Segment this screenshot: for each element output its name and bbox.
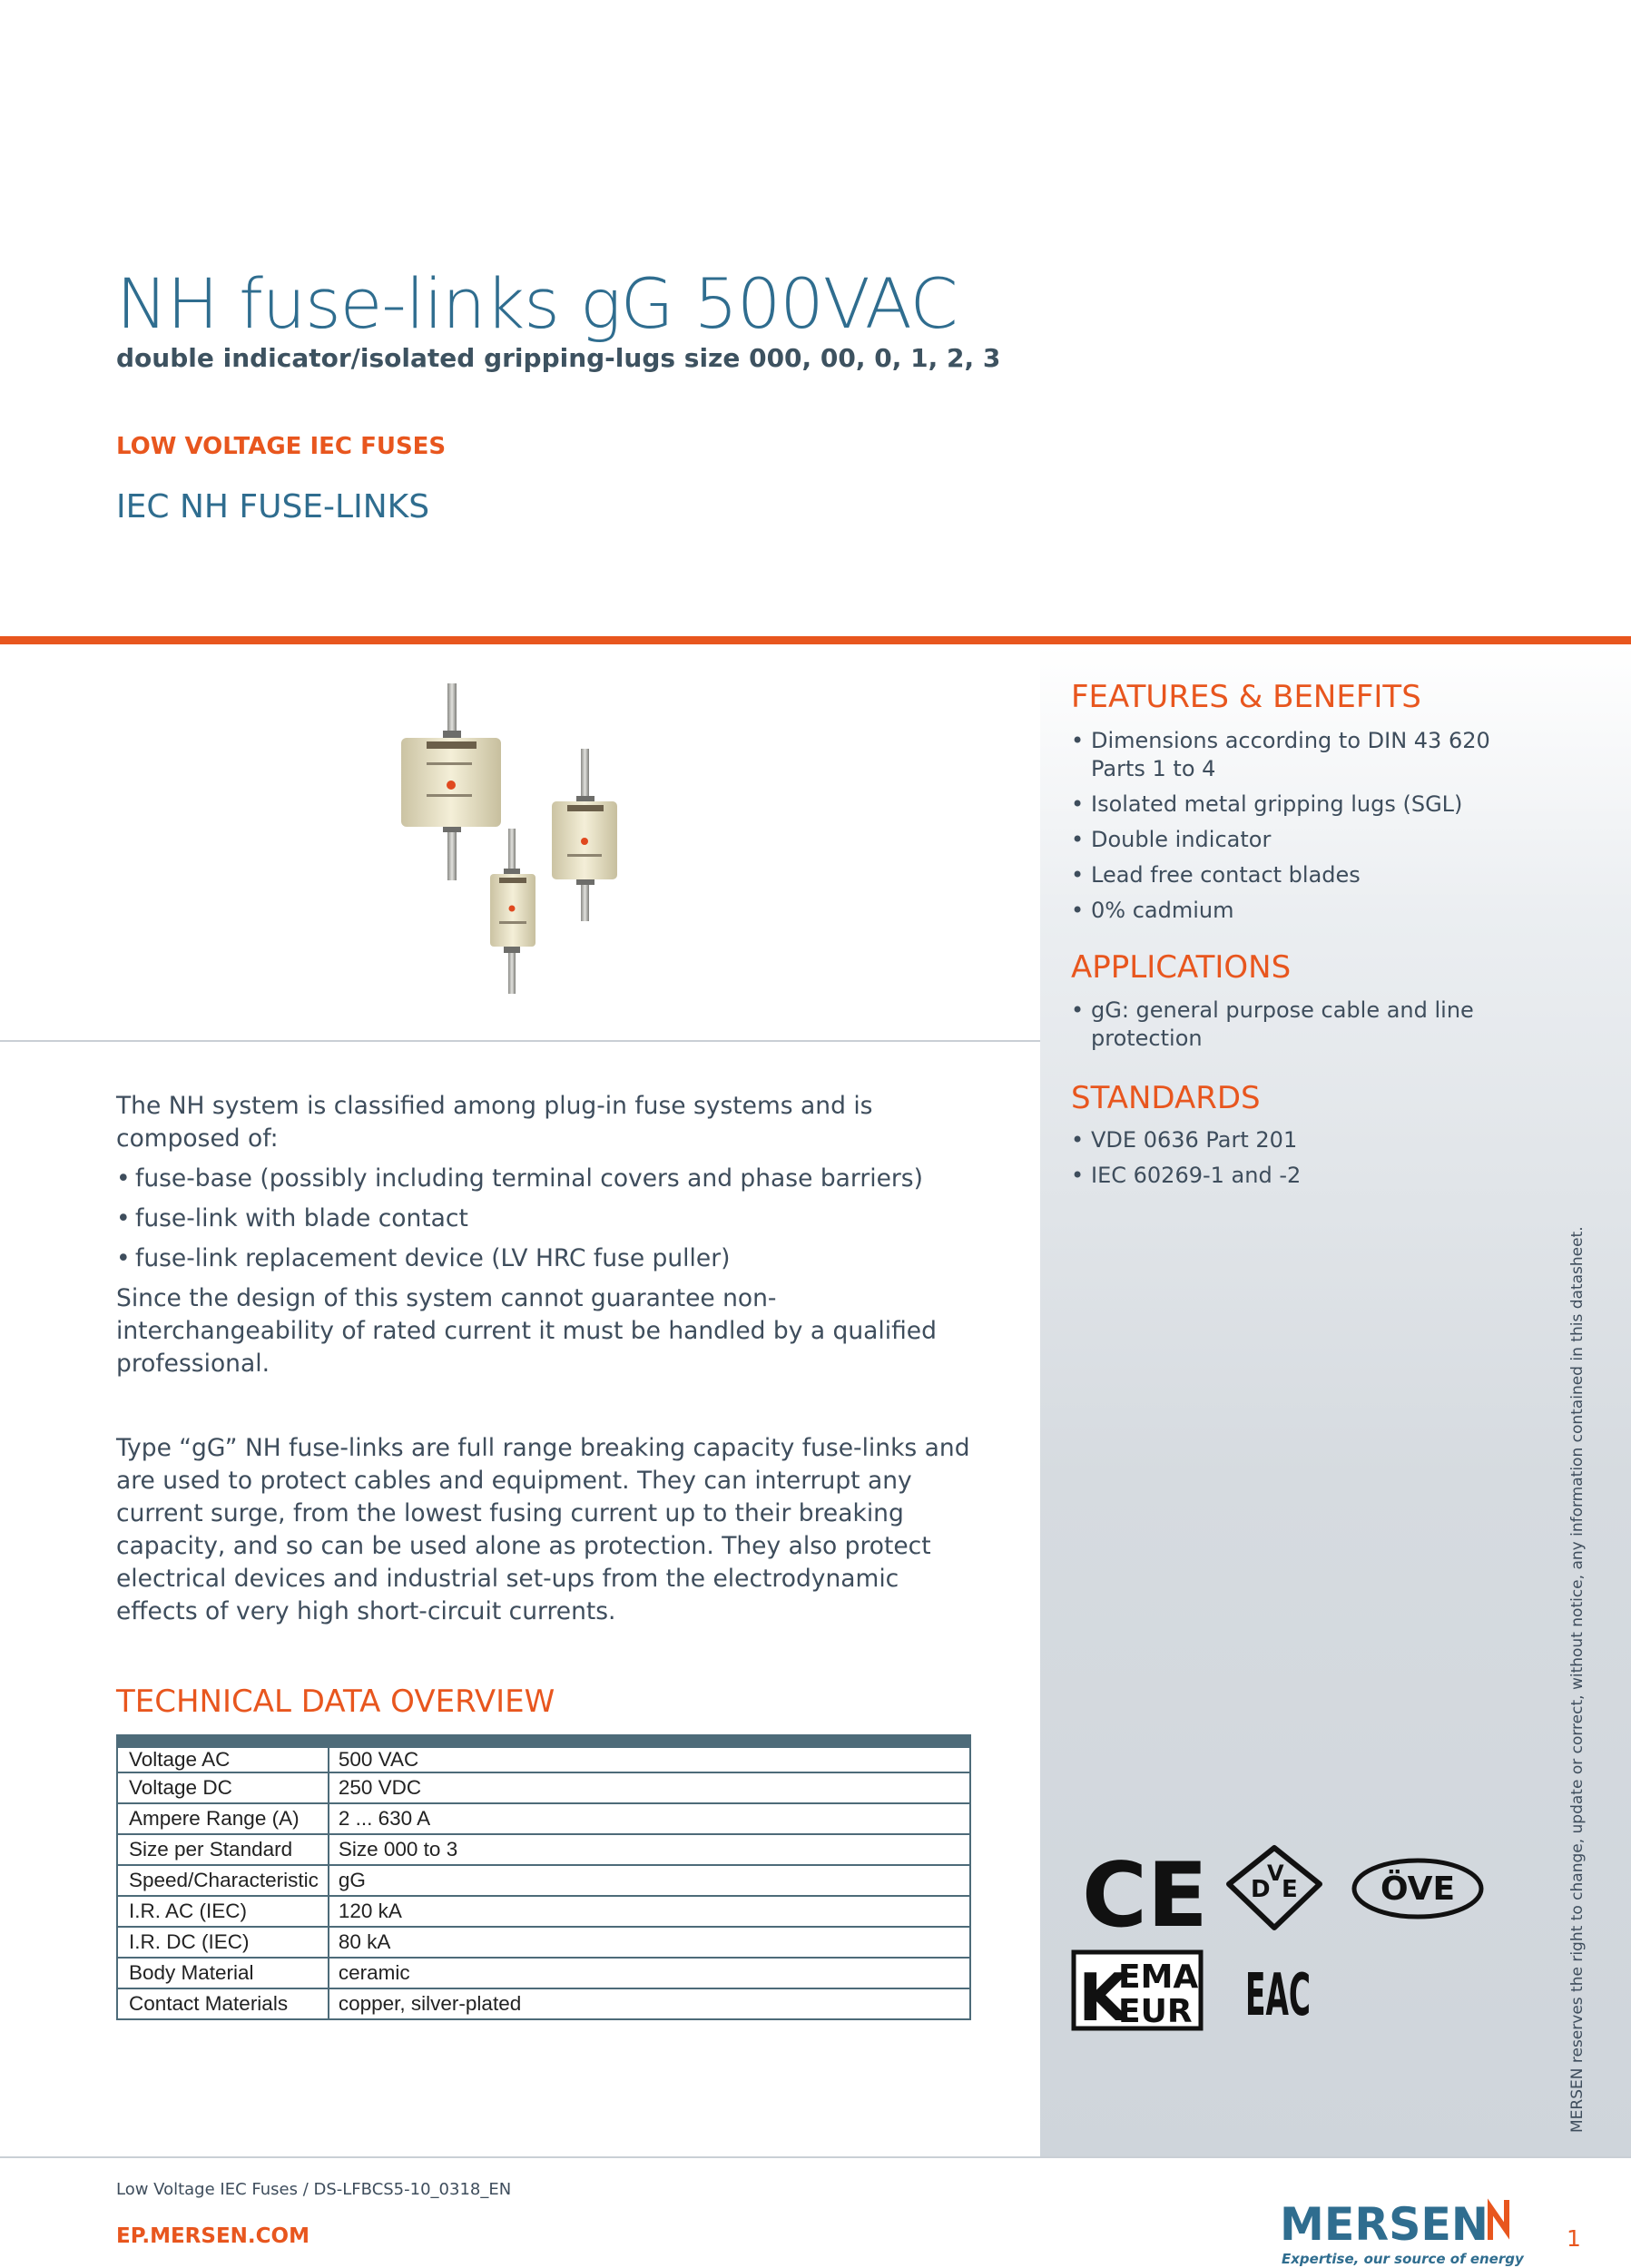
features-heading: FEATURES & BENEFITS: [1071, 679, 1421, 715]
row-value: ceramic: [329, 1958, 970, 1988]
applications-list: [1071, 997, 1507, 1060]
svg-text:CE: CE: [1082, 1844, 1208, 1948]
row-label: I.R. DC (IEC): [117, 1927, 329, 1958]
document-reference: Low Voltage IEC Fuses / DS-LFBCS5-10_0318_EN: [116, 2180, 512, 2199]
row-label: Body Material: [117, 1958, 329, 1988]
product-family: IEC NH FUSE-LINKS: [116, 488, 430, 525]
technical-data-table: [116, 1734, 971, 2020]
table-row: [117, 1772, 970, 1803]
svg-text:D: D: [1251, 1876, 1271, 1903]
list-item: • fuse-link replacement device (LV HRC fuse puller): [116, 1242, 987, 1275]
svg-text:MERSEN: MERSEN: [1280, 2198, 1489, 2251]
table-row: [117, 1958, 970, 1988]
kema-keur-mark-icon: [1071, 1949, 1204, 2036]
svg-text:Expertise, our source of energ: Expertise, our source of energy: [1282, 2251, 1524, 2267]
category-label: LOW VOLTAGE IEC FUSES: [116, 433, 447, 460]
list-item: • VDE 0636 Part 201: [1071, 1126, 1507, 1154]
intro-note: Since the design of this system cannot guarantee non-interchangeability of rated current it must be handled by a qualified professional.: [116, 1284, 937, 1378]
table-row: [117, 1896, 970, 1927]
ove-mark-icon: [1351, 1857, 1485, 1920]
list-item: • 0% cadmium: [1071, 897, 1507, 925]
svg-text:EUR: EUR: [1118, 1993, 1193, 2030]
svg-text:K: K: [1078, 1959, 1129, 2036]
row-value: 250 VDC: [329, 1772, 970, 1803]
row-label: Speed/Characteristic: [117, 1865, 329, 1896]
standards-list: [1071, 1126, 1507, 1197]
mersen-logo: [1278, 2198, 1523, 2267]
intro-lead: The NH system is classified among plug-in fuse systems and is composed of:: [116, 1092, 873, 1153]
list-item: • Lead free contact blades: [1071, 861, 1507, 889]
table-row: [117, 1865, 970, 1896]
image-divider: [0, 1040, 1040, 1042]
applications-heading: APPLICATIONS: [1071, 949, 1292, 986]
list-item: • Dimensions according to DIN 43 620 Parts 1 to 4: [1071, 727, 1507, 783]
row-label: I.R. AC (IEC): [117, 1896, 329, 1927]
eac-mark-icon: [1243, 1957, 1312, 2029]
footer-divider: [0, 2156, 1631, 2158]
list-item: • gG: general purpose cable and line protection: [1071, 997, 1507, 1053]
row-value: 120 kA: [329, 1896, 970, 1927]
svg-text:V: V: [1267, 1861, 1284, 1886]
row-value: 500 VAC: [329, 1742, 970, 1773]
website-link[interactable]: EP.MERSEN.COM: [116, 2224, 309, 2248]
list-item: • fuse-link with blade contact: [116, 1203, 987, 1235]
table-row: [117, 1803, 970, 1834]
row-label: Voltage AC: [117, 1742, 329, 1773]
row-value: gG: [329, 1865, 970, 1896]
page-title: NH fuse-links gG 500VAC: [116, 263, 958, 344]
row-value: copper, silver-plated: [329, 1988, 970, 2019]
standards-heading: STANDARDS: [1071, 1080, 1261, 1116]
gg-description: Type “gG” NH fuse-links are full range breaking capacity fuse-links and are used to protect cables and equipment. They can interrupt any current surge, from the lowest fusing current up to their breaking capacity, and so can be used alone as protection. They also protect electrical devices and industrial set-ups from the electrodynamic effects of very high short-circuit currents.: [116, 1434, 970, 1625]
technical-data-heading: TECHNICAL DATA OVERVIEW: [116, 1684, 555, 1720]
svg-text:EMA: EMA: [1118, 1959, 1199, 1996]
system-components-list: [116, 1163, 987, 1275]
page-number: 1: [1567, 2225, 1581, 2252]
intro-section: [116, 1090, 987, 1380]
list-item: • Double indicator: [1071, 826, 1507, 854]
ce-mark-icon: [1082, 1844, 1208, 1948]
svg-text:E: E: [1282, 1876, 1298, 1903]
table-row: [117, 1927, 970, 1958]
header-divider: [0, 636, 1631, 644]
row-label: Voltage DC: [117, 1772, 329, 1803]
row-value: 80 kA: [329, 1927, 970, 1958]
list-item: • Isolated metal gripping lugs (SGL): [1071, 790, 1507, 819]
svg-text:ÖVE: ÖVE: [1380, 1870, 1456, 1908]
vde-mark-icon: [1223, 1842, 1325, 1933]
row-label: Contact Materials: [117, 1988, 329, 2019]
features-list: [1071, 727, 1507, 932]
row-value: Size 000 to 3: [329, 1834, 970, 1865]
list-item: • IEC 60269-1 and -2: [1071, 1162, 1507, 1190]
list-item: • fuse-base (possibly including terminal covers and phase barriers): [116, 1163, 987, 1195]
table-row: [117, 1988, 970, 2019]
table-row: [117, 1834, 970, 1865]
row-value: 2 ... 630 A: [329, 1803, 970, 1834]
table-row: [117, 1742, 970, 1773]
page-subtitle: double indicator/isolated gripping-lugs size 000, 00, 0, 1, 2, 3: [116, 343, 1001, 373]
disclaimer-note: MERSEN reserves the right to change, update or correct, without notice, any information contained in this datasheet.: [1568, 1226, 1587, 2133]
row-label: Ampere Range (A): [117, 1803, 329, 1834]
product-image: [390, 676, 681, 998]
row-label: Size per Standard: [117, 1834, 329, 1865]
svg-text:EAC: EAC: [1245, 1962, 1311, 2029]
